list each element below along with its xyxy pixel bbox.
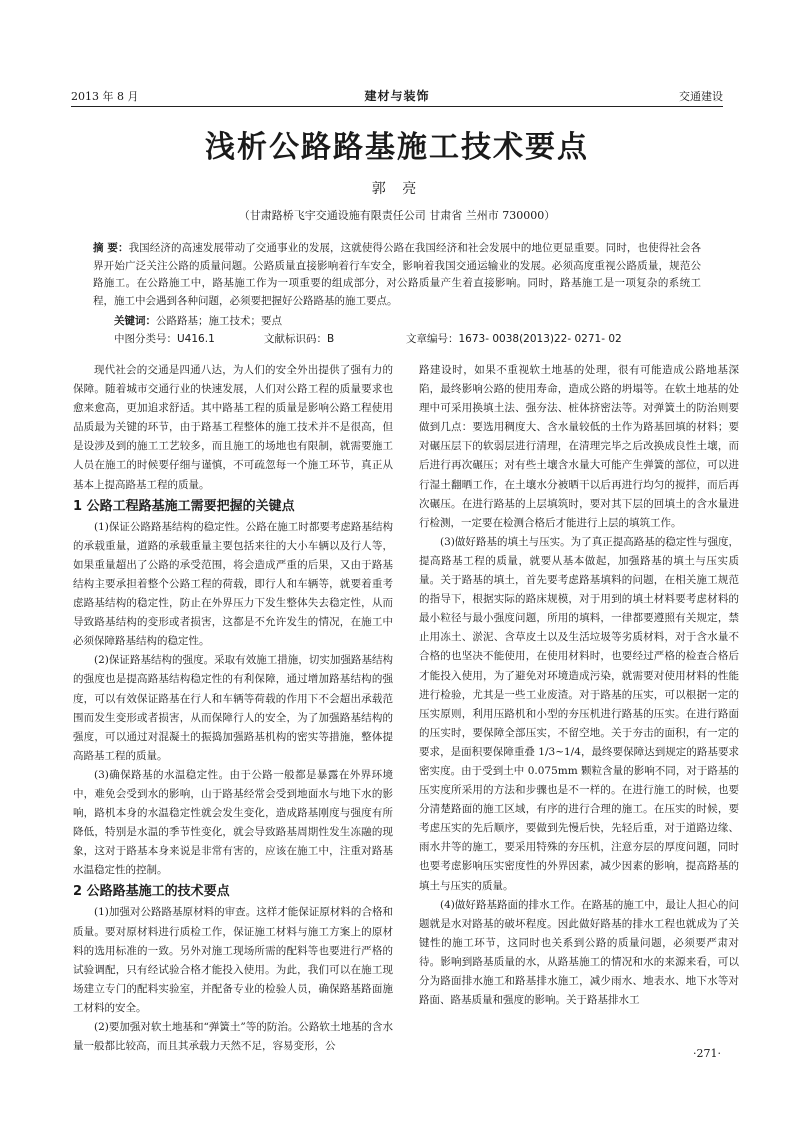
issue-date: 2013 年 8 月 — [71, 90, 139, 103]
article-number: 文章编号：1673- 0038(2013)22- 0271- 02 — [406, 333, 622, 345]
article-title: 浅析公路路基施工技术要点 — [205, 130, 589, 165]
journal-name: 建材与装饰 — [364, 89, 430, 103]
intro-paragraph: 现代社会的交通是四通八达，为人们的安全外出提供了强有力的保障。随着城市交通行业的快速发展，人们对公路工程的质量要求也愈来愈高，更加追求舒适。其中路基工程的质量是影响公路工程使用品质最为关键的环节，由于路基工程整体的施工技术并不是很高，但是设涉及到的施工工艺较多，而且施工的场地也有限制，就需要施工人员在施工的时候要仔细与谨慎，不可疏忽每一个施工环节，真正从基本上提高路基工程的质量。 — [73, 364, 393, 491]
clc-number: 中图分类号：U416.1 — [114, 333, 215, 345]
paragraph: (1)保证公路路基结构的稳定性。公路在施工时都要考虑路基结构的承载重量，道路的承载重量主要包括来往的大小车辆以及行人等，如果重量超出了公路的承受范围，将会造成严重的后果，又由于路基结构主要承担着整个公路工程的荷载，即行人和车辆等，就要着重考虑路基结构的稳定性，防止在外界压力下发生整体失去稳定性，从而导致路基结构的变形或者损害，这都是不允许发生的情况，在施工中必须保障路基结构的稳定性。 — [73, 520, 393, 648]
page-number: ·271· — [693, 1047, 721, 1060]
header-rule — [71, 106, 723, 107]
document-code: 文献标识码：B — [264, 333, 335, 345]
paragraph: (3)做好路基的填土与压实。为了真正提高路基的稳定性与强度，提高路基工程的质量，就要从基本做起，加强路基的填土与压实质量。关于路基的填土，首先要考虑路基填料的问题，在相关施工规范的指导下，根据实际的路床规模，对于用到的填土材料要考虑材料的最小粒径与最小强度问题，所用的填料，一律都要遵照有关规定，禁止用冻土、淤泥、含草皮土以及生活垃圾等劣质材料，对于含水量不合格的也坚决不能使用，在使用材料时，也要经过严格的检查合格后才能投入使用，为了避免对环境造成污染，就需要对使用材料的性能进行检验，尤其是一些工业废渣。对于路基的压实，可以根据一定的压实原则，利用压路机和小型的夯压机进行路基的压实。在进行路面的压实时，要保障全部压实，不留空地。关于夯击的面积，有一定的要求，是面积要保障重叠 1/3~1/4，最终要保障达到规定的路基要求密实度。由于受到土中 0.075mm 颗粒含量的影响不同，对于路基的压实度所采用的方法和步骤也是不一样的。在进行施工的时候，也要分清楚路面的施工区域，有序的进行合理的施工。在压实的时候，要考虑压实的先后顺序，要做到先慢后快，先轻后重，对于道路边缘、雨水井等的施工，要采用特殊的夯压机，注意夯层的厚度问题，同时也要考虑影响压实密度性的外界因素，减少因素的影响，提高路基的填土与压实的质量。 — [419, 535, 739, 892]
classification-line — [114, 331, 701, 347]
section-heading-2: 2 公路路基施工的技术要点 — [73, 884, 230, 900]
abstract — [93, 240, 701, 310]
left-column — [73, 361, 393, 1056]
keywords-text: 公路路基；施工技术；要点 — [156, 315, 282, 327]
paragraph: (2)要加强对软土地基和“弹簧土”等的防治。公路软土地基的含水量一般都比较高，而且其承载力天然不足，容易变形，公 — [73, 1021, 393, 1053]
paragraph: (3)确保路基的水温稳定性。由于公路一般都是暴露在外界环境中，难免会受到水的影响，山于路基经常会受到地面水与地下水的影响，路机本身的水温稳定性就会发生变化，造成路基刚度与强度有所降低，特别是水温的季节性变化，就会导致路基周期性发生冻融的现象，这对于路基本身来说是非常有害的，应该在施工中，注重对路基水温稳定性的控制。 — [73, 768, 393, 877]
section-heading-1: 1 公路工程路基施工需要把握的关键点 — [73, 498, 295, 514]
abstract-label: 摘 要： — [93, 242, 129, 254]
paragraph: (2)保证路基结构的强度。采取有效施工措施，切实加强路基结构的强度也是提高路基结构稳定性的有利保障，通过增加路基结构的强度，可以有效保证路基在行人和车辆等荷载的作用下不会超出承载范围而发生变形或者损害，从而保障行人的安全，为了加强路基结构的强度，可以通过对混凝土的振捣加强路基机构的密实等措施，整体提高路基工程的质量。 — [73, 654, 393, 762]
paragraph: 路建设时，如果不重视软土地基的处理，很有可能造成公路地基深陷，最终影响公路的使用寿命，造成公路的坍塌等。在软土地基的处理中可采用换填土法、强夯法、桩体挤密法等。对弹簧土的防治则要做到几点：要选用稠度大、含水量较低的土作为路基回填的材料；要对碾压层下的软弱层进行清理，在清理完毕之后改换成良性土壤，而后进行再次碾压；对有些土壤含水量大可能产生弹簧的部位，可以进行湿土翻晒工作，在土壤水分被晒干以后再进行均匀的搅拌，而后再次碾压。在进行路基的上层填筑时，要对其下层的回填土的含水量进行检测，一定要在检测合格后才能进行上层的填筑工作。 — [419, 364, 739, 529]
section-name: 交通建设 — [679, 90, 723, 103]
paragraph: (4)做好路基路面的排水工作。在路基的施工中，最让人担心的问题就是水对路基的破坏程度。因此做好路基的排水工程也就成为了关键性的施工环节，这同时也关系到公路的质量问题，必须要严肃对待。影响到路基质量的水，从路基施工的情况和水的来源来看，可以分为路面排水施工和路基排水施工，减少雨水、地表水、地下水等对路面、路基质量和强度的影响。关于路基排水工 — [419, 898, 739, 1007]
paragraph: (1)加强对公路路基原材料的审查。这样才能保证原材料的合格和质量。要对原材料进行质检工作，保证施工材料与施工方案上的原材料的选用标准的一致。另外对施工现场所需的配料等也要进行严格的试验调配，只有经试验合格才能投入使用。为此，我们可以在施工现场建立专门的配料实验室，并配备专业的检验人员，确保路基路面施工材料的安全。 — [73, 906, 393, 1014]
right-column — [419, 361, 739, 1010]
keywords-label: 关键词： — [114, 315, 156, 327]
author-name: 郭 亮 — [371, 181, 423, 197]
abstract-text: 我国经济的高速发展带动了交通事业的发展，这就使得公路在我国经济和社会发展中的地位更显重要。同时，也使得社会各界开始广泛关注公路的质量问题。公路质量直接影响着行车安全，影响着我国交通运输业的发展。必须高度重视公路质量，规范公路施工。在公路施工中，路基施工作为一项重要的组成部分，对公路质量产生着直接影响。同时，路基施工是一项复杂的系统工程，施工中会遇到各种问题，必须要把握好公路路基的施工要点。 — [93, 242, 702, 307]
author-affiliation: （甘肃路桥飞宇交通设施有限责任公司 甘肃省 兰州市 730000） — [238, 209, 556, 222]
keywords — [114, 313, 701, 328]
